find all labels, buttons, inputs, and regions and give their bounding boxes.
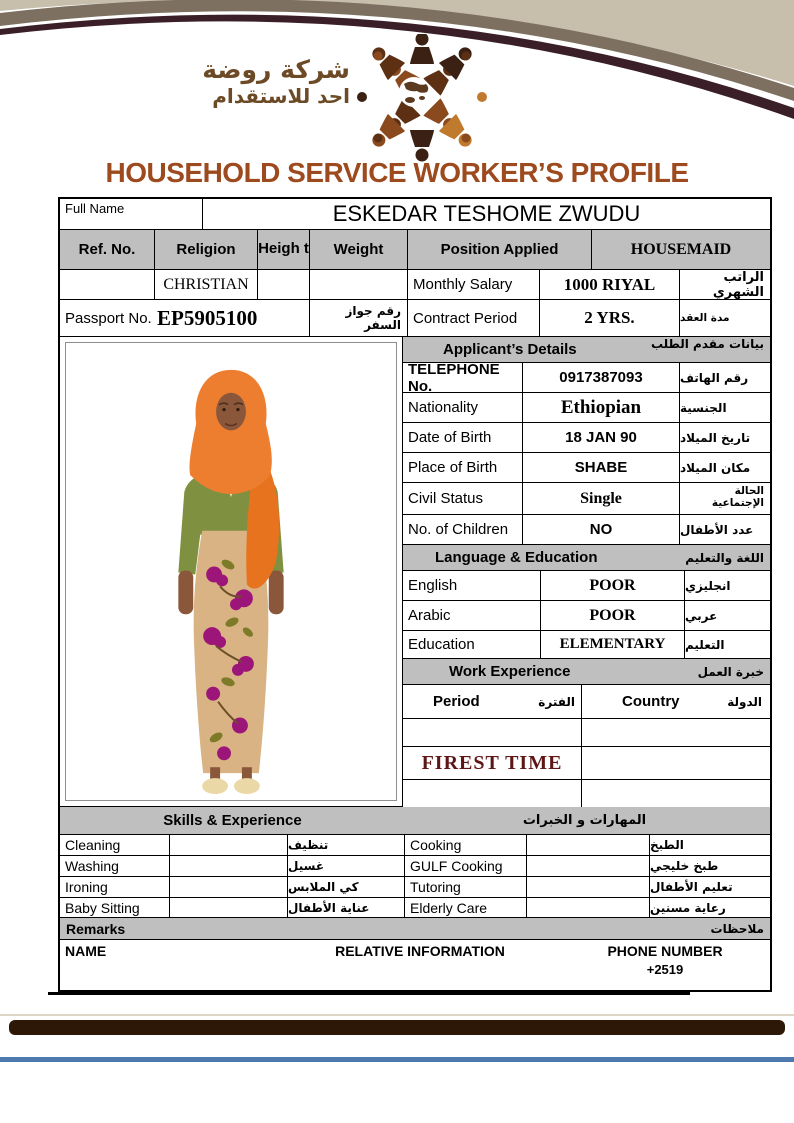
washing-arabic: غسيل xyxy=(288,856,405,877)
cleaning-arabic: تنظيف xyxy=(288,835,405,856)
country-label: Country xyxy=(622,693,680,710)
skills-title: Skills & Experience xyxy=(60,807,405,834)
gulf-cooking-arabic: طبخ خليجي xyxy=(650,856,770,877)
weight-label: Weight xyxy=(310,230,408,270)
worker-photo-cell xyxy=(60,337,403,807)
civil-status-row xyxy=(403,483,770,515)
religion-value: CHRISTIAN xyxy=(155,270,258,300)
passport-contract-row xyxy=(60,300,770,337)
relative-phone-label: PHONE NUMBER xyxy=(607,943,723,959)
footer-blue-bar xyxy=(0,1057,794,1062)
cooking-arabic: الطبخ xyxy=(650,835,770,856)
relative-phone-value: +2519 xyxy=(646,962,684,977)
elderly-care-value xyxy=(527,898,650,918)
ironing-value xyxy=(170,877,288,898)
education-value: ELEMENTARY xyxy=(541,631,685,659)
applicant-details-title: Applicant’s Details xyxy=(443,341,577,358)
country-arabic: الدولة xyxy=(727,694,762,709)
arabic-value: POOR xyxy=(541,601,685,631)
telephone-value: 0917387093 xyxy=(523,363,680,393)
children-label: No. of Children xyxy=(403,515,523,545)
language-education-title-arabic: اللغة والتعليم xyxy=(685,550,764,565)
relative-name-label: NAME xyxy=(65,943,107,959)
language-education-title: Language & Education xyxy=(435,549,598,566)
first-time-value: FIREST TIME xyxy=(403,747,582,780)
period-header-cell xyxy=(403,685,582,719)
skills-title-arabic: المهارات و الخبرات xyxy=(405,807,770,834)
country-empty-1 xyxy=(582,719,770,747)
tutoring-label: Tutoring xyxy=(405,877,527,898)
elderly-care-label: Elderly Care xyxy=(405,898,527,918)
civil-status-label: Civil Status xyxy=(403,483,523,515)
education-row xyxy=(403,631,770,659)
ironing-arabic: كي الملابس xyxy=(288,877,405,898)
tutoring-arabic: تعليم الأطفال xyxy=(650,877,770,898)
relative-info-label: RELATIVE INFORMATION xyxy=(335,943,505,959)
position-applied-value: HOUSEMAID xyxy=(592,230,770,270)
children-value: NO xyxy=(523,515,680,545)
country-header-cell xyxy=(582,685,770,719)
skills-row-1 xyxy=(60,835,770,856)
skills-header-row xyxy=(60,807,770,835)
agency-name-line1: شركة روضة xyxy=(202,55,350,84)
place-of-birth-value: SHABE xyxy=(523,453,680,483)
full-name-row xyxy=(60,199,770,230)
remarks-row xyxy=(60,918,770,940)
place-of-birth-arabic: مكان الميلاد xyxy=(680,453,770,483)
telephone-label: TELEPHONE No. xyxy=(403,363,523,393)
agency-logo-icon xyxy=(352,34,492,162)
period-empty-2 xyxy=(403,780,582,807)
arabic-label: Arabic xyxy=(403,601,541,631)
nationality-label: Nationality xyxy=(403,393,523,423)
applicant-details-title-arabic: بيانات مقدم الطلب xyxy=(650,337,764,351)
date-of-birth-label: Date of Birth xyxy=(403,423,523,453)
period-empty-1 xyxy=(403,719,582,747)
work-experience-title: Work Experience xyxy=(449,663,571,680)
gulf-cooking-label: GULF Cooking xyxy=(405,856,527,877)
footer-faint-line xyxy=(0,1014,794,1016)
education-arabic: التعليم xyxy=(685,631,770,659)
washing-label: Washing xyxy=(60,856,170,877)
experience-first-time-row xyxy=(403,747,770,780)
telephone-row xyxy=(403,363,770,393)
civil-status-value: Single xyxy=(523,483,680,515)
children-row xyxy=(403,515,770,545)
baby-sitting-value xyxy=(170,898,288,918)
skills-row-3 xyxy=(60,877,770,898)
relative-information-row xyxy=(60,940,770,990)
baby-sitting-label: Baby Sitting xyxy=(60,898,170,918)
worker-figure-graphic xyxy=(116,348,346,800)
passport-label: Passport No. xyxy=(60,300,155,337)
nationality-row xyxy=(403,393,770,423)
country-empty-2 xyxy=(582,747,770,780)
height-label: Heigh t xyxy=(258,230,310,270)
monthly-salary-arabic: الراتب الشهري xyxy=(680,270,770,300)
contract-period-label: Contract Period xyxy=(408,300,540,337)
english-value: POOR xyxy=(541,571,685,601)
elderly-care-arabic: رعاية مسنين xyxy=(650,898,770,918)
weight-value xyxy=(310,270,408,300)
passport-arabic: رقم جواز السفر xyxy=(310,300,408,337)
work-experience-header xyxy=(403,659,770,685)
baby-sitting-arabic: عناية الأطفال xyxy=(288,898,405,918)
full-name-label: Full Name xyxy=(60,199,203,230)
footer-brown-bar xyxy=(9,1020,785,1035)
arabic-arabic: عربي xyxy=(685,601,770,631)
passport-value: EP5905100 xyxy=(155,300,310,337)
remarks-label: Remarks xyxy=(66,920,126,937)
place-of-birth-row xyxy=(403,453,770,483)
details-panel xyxy=(403,337,770,807)
page-title: HOUSEHOLD SERVICE WORKER’S PROFILE xyxy=(105,157,689,188)
full-name-value: ESKEDAR TESHOME ZWUDU xyxy=(203,199,770,230)
english-label: English xyxy=(403,571,541,601)
tutoring-value xyxy=(527,877,650,898)
photo-details-section xyxy=(60,337,770,807)
table-underline xyxy=(48,992,690,995)
skills-row-4 xyxy=(60,898,770,918)
washing-value xyxy=(170,856,288,877)
work-experience-title-arabic: خبرة العمل xyxy=(697,664,764,679)
date-of-birth-row xyxy=(403,423,770,453)
profile-table xyxy=(58,197,772,992)
contract-period-value: 2 YRS. xyxy=(540,300,680,337)
contract-period-arabic: مدة العقد xyxy=(680,300,770,337)
skills-row-2 xyxy=(60,856,770,877)
ironing-label: Ironing xyxy=(60,877,170,898)
nationality-value: Ethiopian xyxy=(523,393,680,423)
nationality-arabic: الجنسية xyxy=(680,393,770,423)
english-row xyxy=(403,571,770,601)
height-value xyxy=(258,270,310,300)
monthly-salary-label: Monthly Salary xyxy=(408,270,540,300)
cleaning-value xyxy=(170,835,288,856)
attributes-header-row xyxy=(60,230,770,270)
cleaning-label: Cleaning xyxy=(60,835,170,856)
position-applied-label: Position Applied xyxy=(408,230,592,270)
period-country-header-row xyxy=(403,685,770,719)
country-empty-3 xyxy=(582,780,770,807)
place-of-birth-label: Place of Birth xyxy=(403,453,523,483)
english-arabic: انجليزي xyxy=(685,571,770,601)
date-of-birth-arabic: تاريخ الميلاد xyxy=(680,423,770,453)
worker-photo xyxy=(65,342,397,801)
ref-no-label: Ref. No. xyxy=(60,230,155,270)
monthly-salary-value: 1000 RIYAL xyxy=(540,270,680,300)
applicant-details-header xyxy=(403,337,770,363)
education-label: Education xyxy=(403,631,541,659)
religion-salary-row xyxy=(60,270,770,300)
civil-status-arabic: الحالة الإجتماعية xyxy=(680,483,770,515)
children-arabic: عدد الأطفال xyxy=(680,515,770,545)
date-of-birth-value: 18 JAN 90 xyxy=(523,423,680,453)
religion-label: Religion xyxy=(155,230,258,270)
cooking-value xyxy=(527,835,650,856)
agency-logo-text xyxy=(128,56,350,108)
gulf-cooking-value xyxy=(527,856,650,877)
arabic-row xyxy=(403,601,770,631)
telephone-arabic: رقم الهاتف xyxy=(680,363,770,393)
period-label: Period xyxy=(433,693,480,710)
agency-name-line2: احد للاستقدام xyxy=(212,83,350,108)
experience-empty-row-2 xyxy=(403,780,770,807)
remarks-arabic: ملاحظات xyxy=(710,921,764,936)
language-education-header xyxy=(403,545,770,571)
ref-no-value xyxy=(60,270,155,300)
cooking-label: Cooking xyxy=(405,835,527,856)
experience-empty-row-1 xyxy=(403,719,770,747)
period-arabic: الفترة xyxy=(538,694,575,709)
